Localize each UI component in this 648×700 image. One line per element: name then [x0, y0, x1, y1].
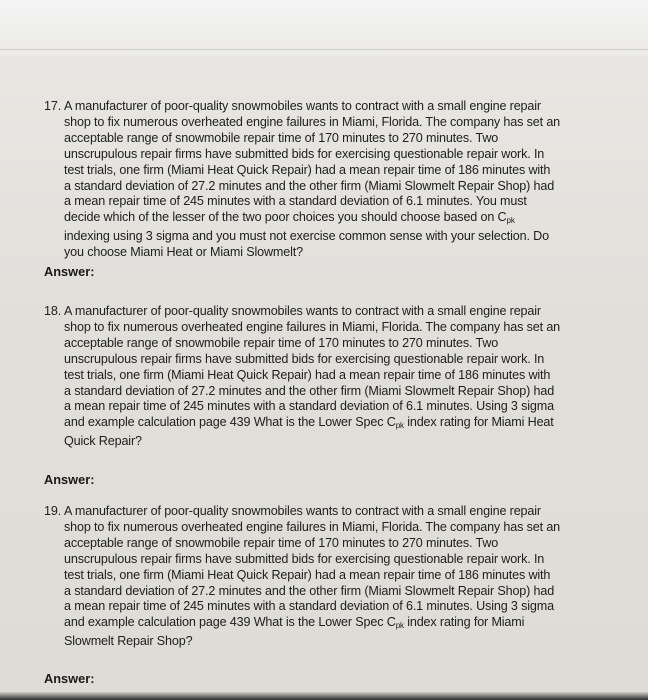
question-line: unscrupulous repair firms have submitted bids for exercising questionable repair work. In	[64, 551, 545, 566]
question-line-text: decide which of the lesser of the two poor choices you should choose based on C	[64, 210, 507, 225]
question-line: unscrupulous repair firms have submitted bids for exercising questionable repair work. In	[64, 351, 545, 366]
question-line: acceptable range of snowmobile repair time of 170 minutes to 270 minutes. Two	[64, 535, 499, 550]
question-line: acceptable range of snowmobile repair time of 170 minutes to 270 minutes. Two	[64, 335, 499, 350]
question-line: test trials, one firm (Miami Heat Quick Repair) had a mean repair time of 186 minutes with	[64, 567, 551, 582]
question-line: shop to fix numerous overheated engine failures in Miami, Florida. The company has set an	[64, 319, 561, 334]
question-line: shop to fix numerous overheated engine failures in Miami, Florida. The company has set an	[64, 519, 561, 534]
question-line: a standard deviation of 27.2 minutes and the other firm (Miami Slowmelt Repair Shop) had	[64, 178, 555, 193]
question-line: a mean repair time of 245 minutes with a standard deviation of 6.1 minutes. Using 3 sigma	[64, 599, 554, 614]
question-text	[64, 504, 629, 650]
question-line: shop to fix numerous overheated engine failures in Miami, Florida. The company has set an	[64, 114, 561, 129]
question-19	[44, 504, 629, 650]
question-number: 18.	[44, 304, 62, 318]
question-line: Quick Repair?	[64, 434, 142, 449]
page-top-band	[0, 0, 648, 56]
answer-label-19: Answer:	[44, 671, 95, 686]
question-line: A manufacturer of poor-quality snowmobiles wants to contract with a small engine repair	[64, 504, 541, 518]
question-line: a mean repair time of 245 minutes with a standard deviation of 6.1 minutes. Using 3 sigma	[64, 399, 554, 414]
question-line	[64, 415, 629, 434]
question-17	[44, 99, 629, 261]
question-line: you choose Miami Heat or Miami Slowmelt?	[64, 245, 303, 260]
question-line: a mean repair time of 245 minutes with a standard deviation of 6.1 minutes. You must	[64, 194, 527, 209]
question-text	[64, 99, 629, 261]
question-line: indexing using 3 sigma and you must not exercise common sense with your selection. Do	[64, 229, 549, 244]
question-line-text: and example calculation page 439 What is the Lower Spec C	[64, 615, 396, 630]
question-18	[44, 304, 629, 450]
question-line: Slowmelt Repair Shop?	[64, 634, 193, 649]
page-bottom-edge	[0, 692, 648, 700]
question-line: acceptable range of snowmobile repair time of 170 minutes to 270 minutes. Two	[64, 130, 499, 145]
question-line: test trials, one firm (Miami Heat Quick Repair) had a mean repair time of 186 minutes with	[64, 162, 551, 177]
cpk-subscript: pk	[395, 621, 404, 631]
question-line	[64, 615, 629, 634]
cpk-subscript: pk	[506, 216, 515, 226]
question-number: 19.	[44, 504, 62, 518]
question-line	[64, 210, 629, 229]
question-line: A manufacturer of poor-quality snowmobiles wants to contract with a small engine repair	[64, 99, 541, 113]
question-text	[64, 304, 629, 450]
question-line: unscrupulous repair firms have submitted bids for exercising questionable repair work. In	[64, 146, 545, 161]
answer-label-17: Answer:	[44, 264, 95, 279]
question-line-suffix: index rating for Miami Heat	[403, 415, 554, 430]
question-line-text: and example calculation page 439 What is the Lower Spec C	[64, 415, 396, 430]
cpk-subscript: pk	[395, 421, 404, 431]
question-line: test trials, one firm (Miami Heat Quick Repair) had a mean repair time of 186 minutes with	[64, 367, 551, 382]
question-line: A manufacturer of poor-quality snowmobiles wants to contract with a small engine repair	[64, 304, 541, 318]
question-line: a standard deviation of 27.2 minutes and the other firm (Miami Slowmelt Repair Shop) had	[64, 583, 555, 598]
question-line-suffix: index rating for Miami	[403, 615, 525, 630]
answer-label-18: Answer:	[44, 472, 95, 487]
question-number: 17.	[44, 99, 62, 113]
question-line: a standard deviation of 27.2 minutes and the other firm (Miami Slowmelt Repair Shop) had	[64, 383, 555, 398]
